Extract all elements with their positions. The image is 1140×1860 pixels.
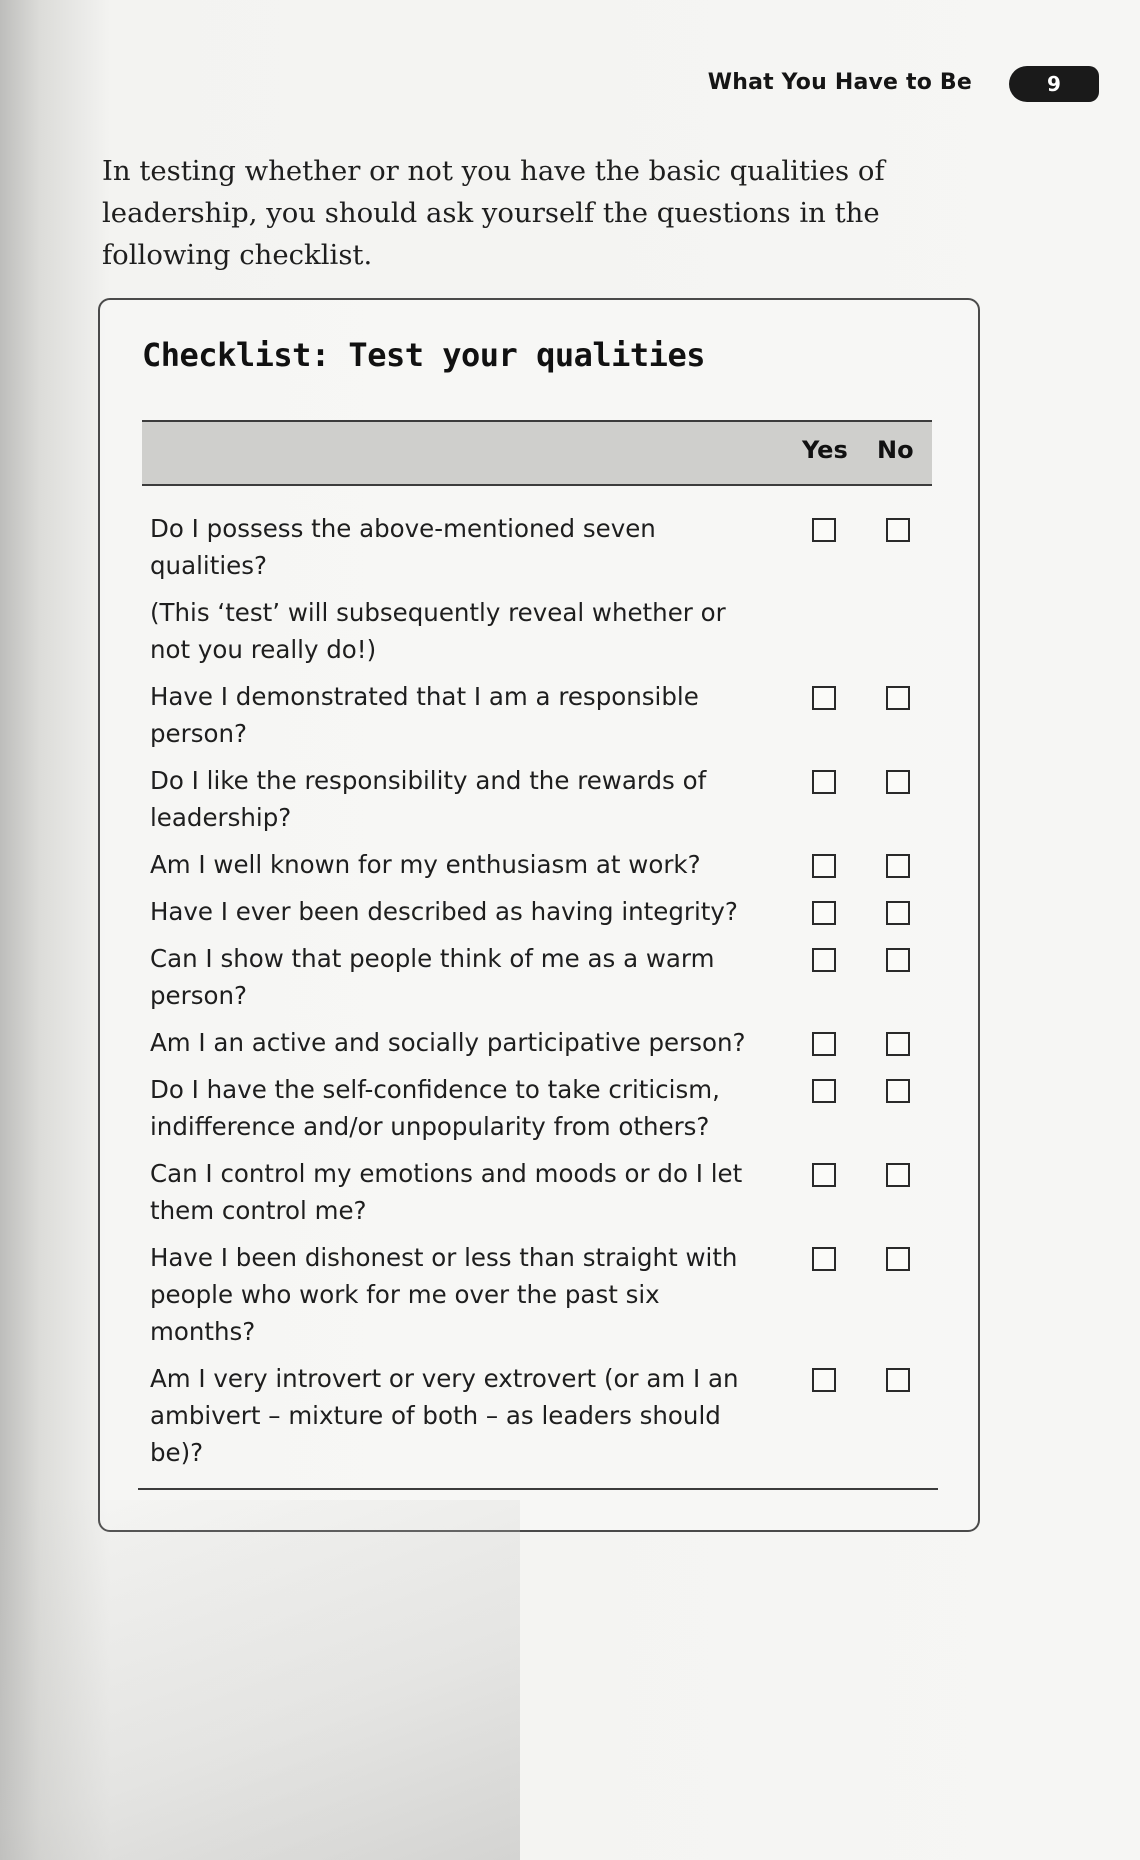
yes-checkbox[interactable]	[812, 1163, 836, 1187]
question-text: Do I like the responsibility and the rewards of leadership?	[150, 766, 707, 832]
no-checkbox[interactable]	[886, 686, 910, 710]
checklist-item	[150, 510, 932, 584]
no-checkbox[interactable]	[886, 518, 910, 542]
no-checkbox[interactable]	[886, 1163, 910, 1187]
no-checkbox[interactable]	[886, 1247, 910, 1271]
no-checkbox[interactable]	[886, 770, 910, 794]
page-number-badge: 9	[1009, 66, 1099, 102]
question-text: Can I show that people think of me as a warm person?	[150, 944, 715, 1010]
yes-checkbox[interactable]	[812, 948, 836, 972]
checklist-item	[150, 1071, 932, 1145]
question-text: Have I demonstrated that I am a responsible person?	[150, 682, 699, 748]
running-header	[0, 66, 1140, 106]
yes-checkbox[interactable]	[812, 1368, 836, 1392]
checklist-note	[150, 594, 932, 668]
yes-checkbox[interactable]	[812, 1032, 836, 1056]
yes-checkbox[interactable]	[812, 1079, 836, 1103]
no-checkbox[interactable]	[886, 1079, 910, 1103]
no-checkbox[interactable]	[886, 901, 910, 925]
column-header-no: No	[877, 436, 914, 464]
checklist-item	[150, 762, 932, 836]
intro-paragraph: In testing whether or not you have the basic qualities of leadership, you should ask yourself the questions in the following checklist.	[102, 155, 885, 271]
column-header-yes: Yes	[802, 436, 848, 464]
question-text: Am I very introvert or very extrovert (or am I an ambivert – mixture of both – as leaders should be)?	[150, 1364, 739, 1467]
no-checkbox[interactable]	[886, 948, 910, 972]
running-title: What You Have to Be	[707, 70, 972, 95]
checklist-item	[150, 1360, 932, 1471]
no-checkbox[interactable]	[886, 854, 910, 878]
note-text: (This ‘test’ will subsequently reveal whether or not you really do!)	[150, 598, 726, 664]
checklist-title: Checklist: Test your qualities	[142, 336, 705, 374]
checklist-table-header	[142, 420, 932, 486]
question-text: Am I well known for my enthusiasm at work?	[150, 850, 701, 879]
question-text: Have I been dishonest or less than straight with people who work for me over the past six months?	[150, 1243, 738, 1346]
bottom-rule	[138, 1488, 938, 1490]
checklist-rows	[150, 510, 932, 1471]
checklist-item	[150, 1239, 932, 1350]
no-checkbox[interactable]	[886, 1032, 910, 1056]
question-text: Am I an active and socially participative person?	[150, 1028, 746, 1057]
checklist-box	[98, 298, 980, 1532]
checklist-item	[150, 1024, 932, 1061]
no-checkbox[interactable]	[886, 1368, 910, 1392]
yes-checkbox[interactable]	[812, 770, 836, 794]
question-text: Can I control my emotions and moods or do I let them control me?	[150, 1159, 743, 1225]
checklist-item	[150, 678, 932, 752]
yes-checkbox[interactable]	[812, 854, 836, 878]
checklist-item	[150, 893, 932, 930]
yes-checkbox[interactable]	[812, 686, 836, 710]
yes-checkbox[interactable]	[812, 901, 836, 925]
checklist-item	[150, 846, 932, 883]
checklist-item	[150, 940, 932, 1014]
yes-checkbox[interactable]	[812, 1247, 836, 1271]
question-text: Do I have the self-confidence to take criticism, indifference and/or unpopularity from others?	[150, 1075, 720, 1141]
question-text: Do I possess the above-mentioned seven qualities?	[150, 514, 656, 580]
yes-checkbox[interactable]	[812, 518, 836, 542]
checklist-item	[150, 1155, 932, 1229]
question-text: Have I ever been described as having integrity?	[150, 897, 738, 926]
